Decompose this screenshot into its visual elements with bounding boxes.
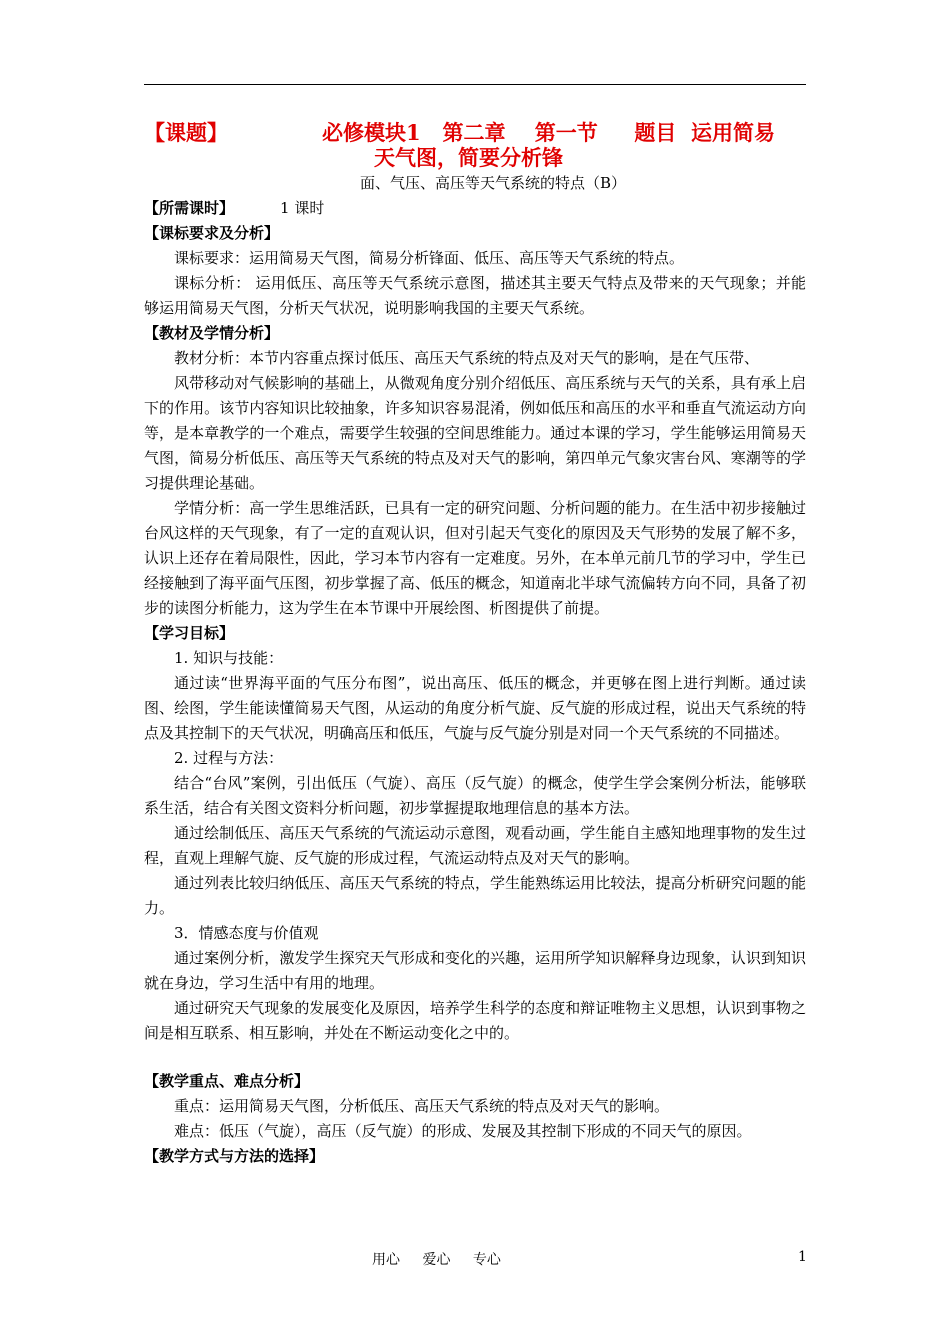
- title-line-2: 天气图，简要分析锋: [374, 145, 563, 170]
- title-tag: 【课题】: [144, 120, 228, 145]
- document-body: [144, 120, 806, 1169]
- student-analysis: 学情分析：高一学生思维活跃，已具有一定的研究问题、分析问题的能力。在生活中初步接触过台风这样的天气现象，有了一定的直观认识，但对引起天气变化的原因及天气形势的发展了解不多，认识上还存在着局限性，因此，学习本节内容有一定难度。另外，在本单元前几节的学习中，学生已经接触到了海平面气压图，初步掌握了高、低压的概念，知道南北半球气流偏转方向不同，具备了初步的读图分析能力，这为学生在本节课中开展绘图、析图提供了前提。: [144, 499, 806, 617]
- process-text-1: 结合“台风”案例，引出低压（气旋）、高压（反气旋）的概念，使学生学会案例分析法，能够联系生活，结合有关图文资料分析问题，初步掌握提取地理信息的基本方法。: [144, 774, 806, 817]
- standards-requirement: 课标要求：运用简易天气图，简易分析锋面、低压、高压等天气系统的特点。: [174, 249, 685, 267]
- lesson-title: [144, 120, 806, 170]
- title-line-1: 必修模块1 第二章 第一节 题目 运用简易: [322, 120, 775, 145]
- knowledge-title: 1. 知识与技能：: [174, 649, 284, 667]
- process-title: 2. 过程与方法：: [174, 749, 284, 767]
- emotion-text-2: 通过研究天气现象的发展变化及原因，培养学生科学的态度和辩证唯物主义思想，认识到事物之间是相互联系、相互影响，并处在不断运动变化之中的。: [144, 999, 806, 1042]
- keypoints-heading: 【教学重点、难点分析】: [144, 1072, 310, 1090]
- methods-heading: 【教学方式与方法的选择】: [144, 1147, 325, 1165]
- header-rule: [144, 84, 806, 85]
- knowledge-text: 通过读“世界海平面的气压分布图”，说出高压、低压的概念，并更够在图上进行判断。通过读图、绘图，学生能读懂简易天气图，从运动的角度分析气旋、反气旋的形成过程，说出天气系统的特点及其控制下的天气状况，明确高压和低压，气旋与反气旋分别是对同一个天气系统的不同描述。: [144, 674, 806, 742]
- title-subtitle: 面、气压、高压等天气系统的特点（B）: [359, 174, 627, 192]
- hours-row: [144, 196, 806, 221]
- process-text-3: 通过列表比较归纳低压、高压天气系统的特点，学生能熟练运用比较法，提高分析研究问题的能力。: [144, 874, 806, 917]
- textbook-analysis-body: 风带移动对气候影响的基础上，从微观角度分别介绍低压、高压系统与天气的关系，具有承上启下的作用。该节内容知识比较抽象，许多知识容易混淆，例如低压和高压的水平和垂直气流运动方向等，是本章教学的一个难点，需要学生较强的空间思维能力。通过本课的学习，学生能够运用简易天气图，简易分析低压、高压等天气系统的特点及对天气的影响，第四单元气象灾害台风、寒潮等的学习提供理论基础。: [144, 374, 806, 492]
- goals-heading: 【学习目标】: [144, 624, 235, 642]
- keypoint-focus: 重点：运用简易天气图，分析低压、高压天气系统的特点及对天气的影响。: [174, 1097, 670, 1115]
- spacer: [144, 1046, 806, 1069]
- standards-heading: 【课标要求及分析】: [144, 224, 280, 242]
- analysis-heading: 【教材及学情分析】: [144, 324, 280, 342]
- process-text-2: 通过绘制低压、高压天气系统的气流运动示意图，观看动画，学生能自主感知地理事物的发生过程，直观上理解气旋、反气旋的形成过程，气流运动特点及对天气的影响。: [144, 824, 806, 867]
- standards-analysis: 课标分析： 运用低压、高压等天气系统示意图，描述其主要天气特点及带来的天气现象；并能够运用简易天气图，分析天气状况，说明影响我国的主要天气系统。: [144, 274, 806, 317]
- emotion-title: 3．情感态度与价值观: [174, 924, 319, 942]
- emotion-text-1: 通过案例分析，激发学生探究天气形成和变化的兴趣，运用所学知识解释身边现象，认识到知识就在身边，学习生活中有用的地理。: [144, 949, 806, 992]
- keypoint-difficulty: 难点：低压（气旋），高压（反气旋）的形成、发展及其控制下形成的不同天气的原因。: [174, 1122, 752, 1140]
- page-number: 1: [798, 1249, 807, 1265]
- hours-value: 1 课时: [280, 199, 325, 217]
- footer-motto: 用心 爱心 专心: [372, 1252, 501, 1268]
- textbook-analysis-line: 教材分析：本节内容重点探讨低压、高压天气系统的特点及对天气的影响，是在气压带、: [174, 349, 760, 367]
- hours-label: 【所需课时】: [144, 199, 235, 217]
